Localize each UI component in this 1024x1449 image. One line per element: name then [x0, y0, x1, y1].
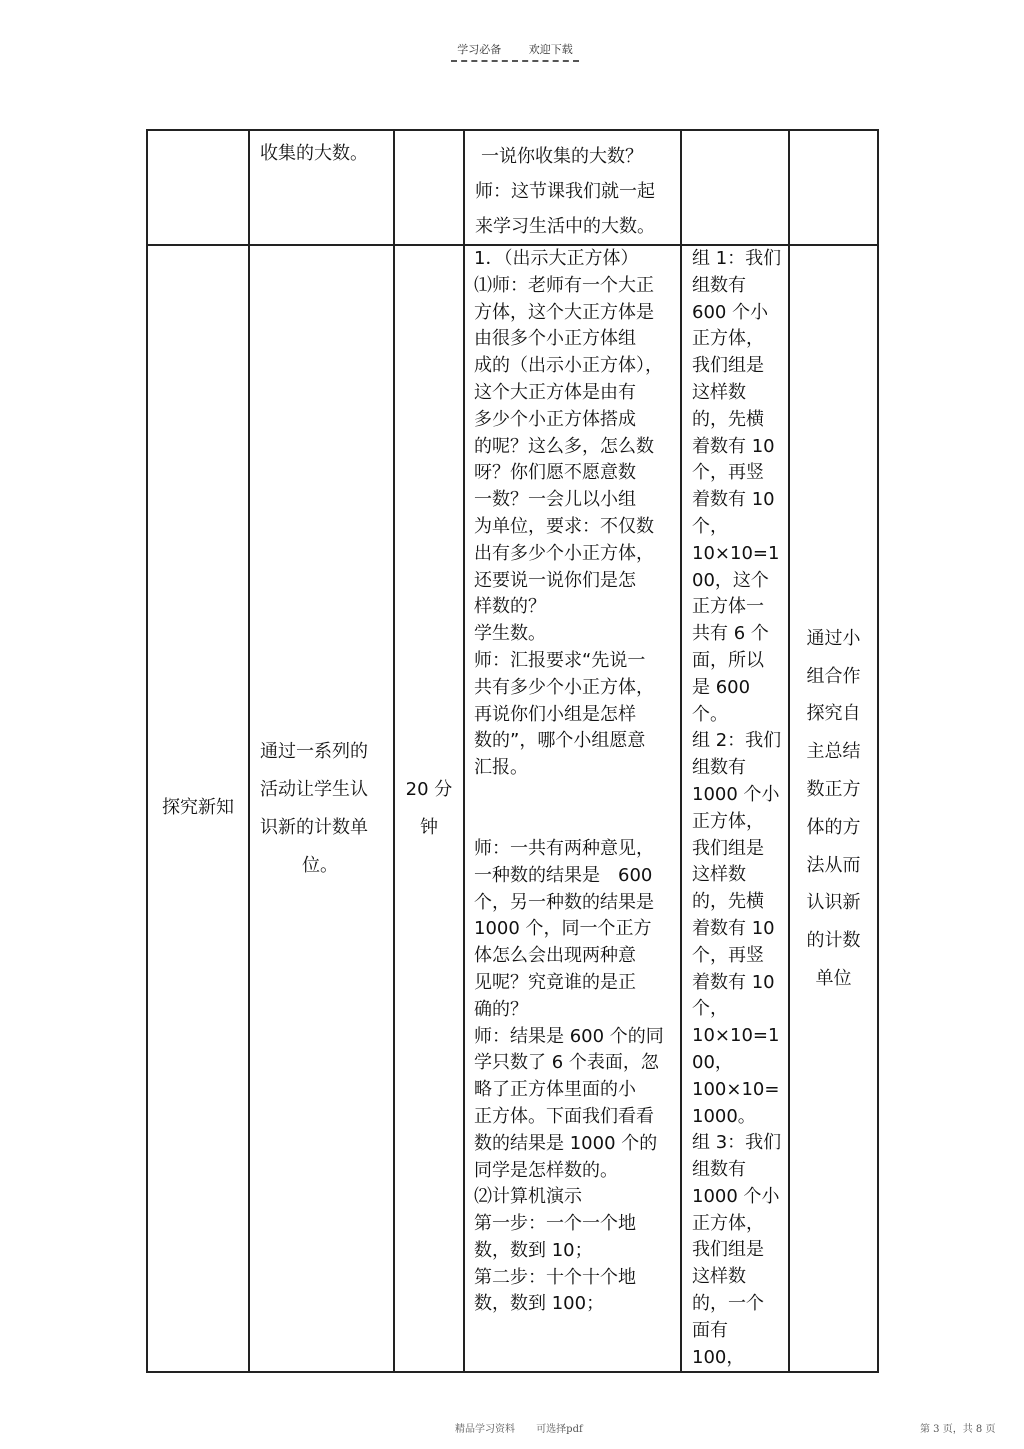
- student-line: 00，: [692, 1051, 733, 1073]
- teach-line: 成的（出示小正方体），: [474, 355, 663, 377]
- teach-line: 再说你们小组是怎样: [474, 703, 636, 725]
- teach-line: 方体，这个大正方体是: [474, 301, 654, 323]
- design-cell: [789, 245, 878, 1372]
- teach-line: 略了正方体里面的小: [474, 1079, 636, 1101]
- teach-line: 一数？一会儿以小组: [474, 489, 636, 511]
- goal-cell: [249, 245, 394, 1372]
- student-line: 正方体一: [692, 596, 764, 618]
- design-line: 法从而: [806, 854, 861, 876]
- lesson-table: [146, 129, 879, 1373]
- teach-line: 的呢？这么多，怎么数: [474, 435, 654, 457]
- teach-line: 呀？你们愿不愿意数: [474, 462, 636, 484]
- teach-line: 一种数的结果是 600: [474, 864, 653, 886]
- goal-line: 识新的计数单: [260, 816, 368, 838]
- student-line: 我们组是: [692, 355, 764, 377]
- student-line: 组数有: [692, 274, 746, 296]
- teach-cell: [464, 130, 681, 245]
- student-line: 共有 6 个: [692, 623, 769, 645]
- header-divider: [451, 60, 579, 62]
- teach-line: 学只数了 6 个表面，忽: [474, 1052, 659, 1074]
- teach-line: 还要说一说你们是怎: [474, 569, 636, 591]
- teach-line: 同学是怎样数的。: [474, 1159, 618, 1181]
- teach-line: ⑴师：老师有一个大正: [474, 274, 654, 296]
- teach-line: 多少个小正方体搭成: [474, 408, 636, 430]
- student-line: 个，再竖: [692, 944, 764, 966]
- teach-line: 见呢？究竟谁的是正: [474, 971, 636, 993]
- stage-cell: [147, 130, 249, 245]
- student-line: 组 1：我们: [692, 248, 782, 269]
- teach-line: 样数的？: [474, 596, 546, 618]
- teach-line: 数，数到 100；: [474, 1293, 605, 1315]
- time-cell: [394, 245, 464, 1372]
- student-line: 正方体，: [692, 328, 764, 350]
- student-line: 面，所以: [692, 649, 764, 671]
- student-line: 10×10=1: [692, 1025, 780, 1047]
- teach-line: 师：一共有两种意见，: [474, 837, 654, 859]
- student-line: 的，先横: [692, 408, 764, 430]
- student-line: 100×10=: [692, 1078, 780, 1100]
- teach-cell: [464, 245, 681, 1372]
- student-line: 00，这个: [692, 569, 769, 591]
- goal-line: 通过一系列的: [260, 741, 368, 763]
- goal-text: 收集的大数。: [260, 143, 368, 164]
- design-line: 认识新: [806, 892, 861, 914]
- teach-line: 正方体。下面我们看看: [474, 1105, 654, 1127]
- teach-line: 汇报。: [474, 757, 528, 779]
- teach-line: 1000 个，同一个正方: [474, 918, 652, 940]
- student-line: 个，再竖: [692, 462, 764, 484]
- time-line: 钟: [420, 816, 438, 838]
- student-line: 我们组是: [692, 1239, 764, 1261]
- student-line: 这样数: [692, 381, 746, 403]
- teach-line: 第一步：一个一个地: [474, 1213, 636, 1235]
- student-line: 组数有: [692, 1159, 746, 1181]
- teach-line: 体怎么会出现两种意: [474, 945, 636, 967]
- teach-line: 师：汇报要求“先说一: [474, 649, 646, 671]
- time-cell: [394, 130, 464, 245]
- student-line: 我们组是: [692, 837, 764, 859]
- teach-line: 由很多个小正方体组: [474, 328, 636, 350]
- design-line: 单位: [815, 967, 852, 989]
- teach-line: 这个大正方体是由有: [474, 381, 636, 403]
- student-line: 着数有 10: [692, 971, 775, 993]
- header-right: 欢迎下载: [528, 43, 573, 56]
- design-cell: [789, 130, 878, 245]
- student-line: 着数有 10: [692, 489, 775, 511]
- teach-line: 1．（出示大正方体）: [474, 248, 639, 269]
- teach-line: 数的结果是 1000 个的: [474, 1132, 658, 1154]
- student-cell: [681, 245, 789, 1372]
- teach-line: 师：结果是 600 个的同: [474, 1025, 664, 1047]
- student-line: 个，: [692, 515, 728, 537]
- student-line: 1000。: [692, 1105, 756, 1127]
- student-line: 是 600 个。: [692, 676, 751, 725]
- student-line: 的，一个: [692, 1293, 764, 1315]
- student-line: 组 2：我们: [692, 730, 782, 752]
- teach-line: 确的？: [474, 998, 528, 1020]
- design-line: 组合作: [806, 665, 861, 687]
- time-line: 20 分: [405, 778, 453, 800]
- goal-line: 位。: [302, 854, 338, 876]
- teach-line: 师：这节课我们就一起: [475, 181, 655, 202]
- design-line: 通过小: [806, 627, 861, 649]
- teach-line: 学生数。: [474, 623, 546, 645]
- page-footer: [455, 1420, 601, 1435]
- student-line: 着数有 10: [692, 917, 775, 939]
- page-number: 第 3 页，共 8 页: [920, 1424, 996, 1435]
- student-line: 这样数: [692, 864, 746, 886]
- student-line: 个，: [692, 998, 728, 1020]
- stage-cell: [147, 245, 249, 1372]
- design-line: 体的方: [806, 816, 861, 838]
- footer-mid: 可选择pdf: [536, 1424, 583, 1435]
- teach-line: 个，另一种数的结果是: [474, 891, 654, 913]
- student-cell: [681, 130, 789, 245]
- student-line: 面有 100，: [692, 1319, 745, 1368]
- teach-line: 数的”，哪个小组愿意: [474, 730, 646, 752]
- student-line: 1000 个小: [692, 1185, 780, 1207]
- page-header: [440, 41, 590, 62]
- footer-left: 精品学习资料: [455, 1424, 515, 1435]
- design-line: 探究自: [806, 703, 861, 725]
- student-line: 600 个小: [692, 301, 769, 323]
- teach-line: 共有多少个小正方体，: [474, 676, 654, 698]
- student-line: 的，先横: [692, 891, 764, 913]
- teach-line: 为单位，要求：不仅数: [474, 515, 654, 537]
- student-line: 10×10=1: [692, 542, 780, 564]
- design-line: 主总结: [806, 741, 861, 763]
- teach-line: 第二步：十个十个地: [474, 1266, 636, 1288]
- teach-line: 一说你收集的大数？: [481, 146, 643, 167]
- teach-line: 出有多少个小正方体，: [474, 542, 654, 564]
- goal-line: 活动让学生认: [260, 778, 368, 800]
- teach-line: 数，数到 10；: [474, 1239, 593, 1261]
- stage-text: 探究新知: [162, 797, 234, 819]
- student-line: 这样数: [692, 1266, 746, 1288]
- student-line: 组 3：我们: [692, 1132, 782, 1154]
- student-line: 组数有: [692, 757, 746, 779]
- table-row: [147, 245, 878, 1372]
- goal-cell: [249, 130, 394, 245]
- teach-line: 来学习生活中的大数。: [475, 216, 655, 237]
- student-line: 1000 个小: [692, 783, 780, 805]
- student-line: 正方体，: [692, 810, 764, 832]
- design-line: 数正方: [806, 778, 861, 800]
- table-row: [147, 130, 878, 245]
- header-left: 学习必备: [457, 43, 502, 56]
- teach-line: ⑵计算机演示: [474, 1186, 582, 1208]
- student-line: 正方体，: [692, 1212, 764, 1234]
- spacer: [474, 782, 672, 836]
- design-line: 的计数: [806, 930, 861, 952]
- student-line: 着数有 10: [692, 435, 775, 457]
